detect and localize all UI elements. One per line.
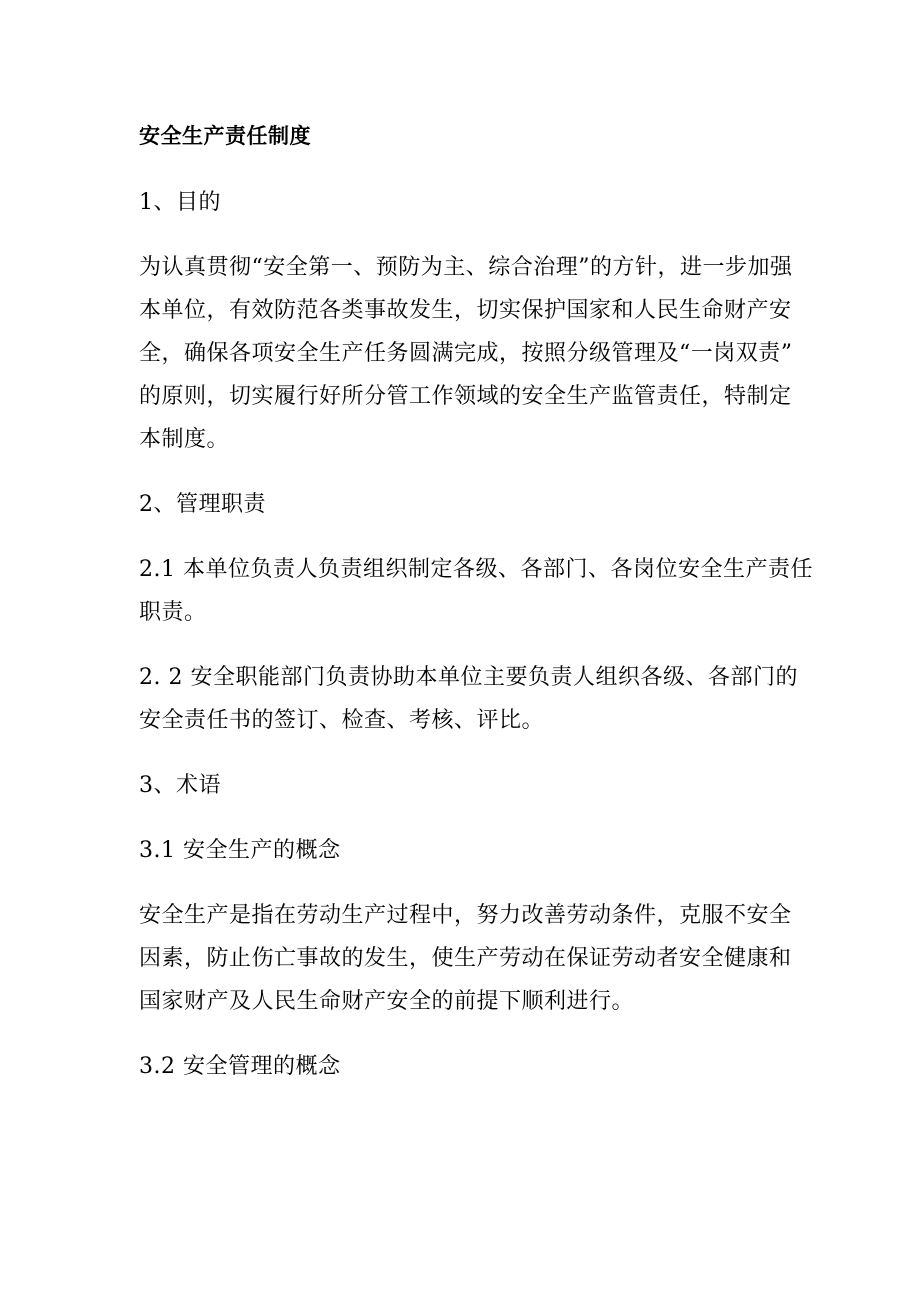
section-1-heading: 1、目的	[139, 190, 221, 215]
paragraph-line: 因素，防止伤亡事故的发生，使生产劳动在保证劳动者安全健康和	[139, 946, 792, 971]
section-2-2-paragraph	[139, 660, 798, 739]
paragraph-line: 国家财产及人民生命财产安全的前提下顺利进行。	[139, 989, 635, 1014]
paragraph-line: 职责。	[139, 600, 207, 625]
paragraph-line: 为认真贯彻“安全第一、预防为主、综合治理”的方针，进一步加强	[139, 255, 793, 280]
paragraph-line: 本单位，有效防范各类事故发生，切实保护国家和人民生命财产安	[139, 298, 792, 323]
paragraph-line: 全，确保各项安全生产任务圆满完成，按照分级管理及“一岗双责”	[139, 341, 793, 366]
paragraph-line: 2. 2 安全职能部门负责协助本单位主要负责人组织各级、各部门的	[139, 665, 798, 690]
section-2-heading: 2、管理职责	[139, 492, 266, 517]
section-2-1-paragraph	[139, 552, 813, 631]
paragraph-line: 的原则，切实履行好所分管工作领域的安全生产监管责任，特制定	[139, 384, 792, 409]
section-3-1-paragraph	[139, 898, 792, 1020]
paragraph-line: 安全责任书的签订、检查、考核、评比。	[139, 708, 545, 733]
paragraph-line: 本制度。	[139, 427, 230, 452]
section-3-2-heading: 3.2 安全管理的概念	[139, 1054, 341, 1079]
document-body	[139, 118, 813, 1085]
section-3-heading: 3、术语	[139, 773, 221, 798]
paragraph-line: 安全生产是指在劳动生产过程中，努力改善劳动条件，克服不安全	[139, 903, 792, 928]
section-1-paragraph	[139, 250, 793, 458]
document-title: 安全生产责任制度	[139, 123, 311, 148]
section-3-1-heading: 3.1 安全生产的概念	[139, 838, 341, 863]
paragraph-line: 2.1 本单位负责人负责组织制定各级、各部门、各岗位安全生产责任	[139, 557, 813, 582]
